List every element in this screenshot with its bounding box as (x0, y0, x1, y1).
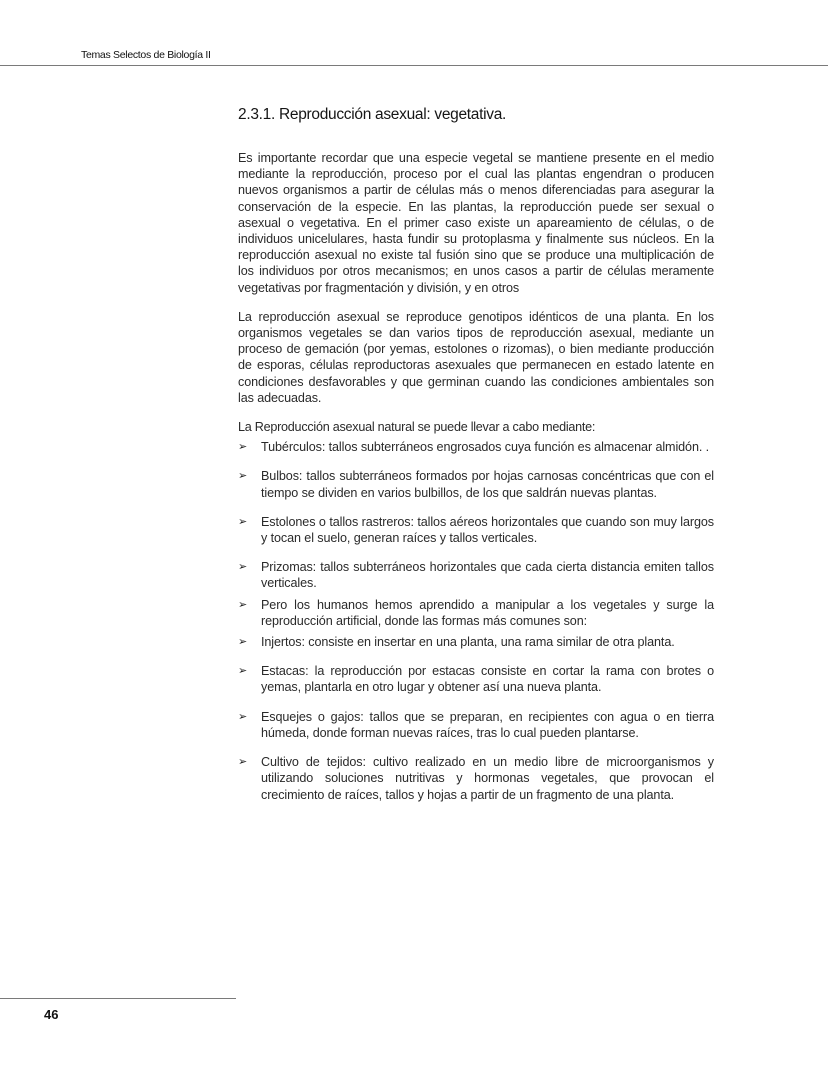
list-item-text: Prizomas: tallos subterráneos horizontales que cada cierta distancia emiten tallos verticales. (261, 560, 714, 591)
section-heading: 2.3.1. Reproducción asexual: vegetativa. (238, 106, 507, 123)
list-item-text: Cultivo de tejidos: cultivo realizado en un medio libre de microorganismos y utilizando soluciones nutritivas y hormonas vegetales, que provocan el crecimiento de raíces, tallos y hojas a partir de un fragmento de una planta. (261, 755, 714, 802)
arrow-bullet-icon: ➢ (238, 441, 248, 454)
list-item-text: Estacas: la reproducción por estacas consiste en cortar la rama con brotes o yemas, plantarla en otro lugar y obtener así una nueva planta. (261, 664, 714, 695)
list-item (238, 514, 714, 546)
body-paragraph: La reproducción asexual se reproduce genotipos idénticos de una planta. En los organismos vegetales se dan varios tipos de reproducción asexual, mediante un proceso de gemación (por yemas, estolones o rizomas), o bien mediante producción de esporas, células reproductoras asexuales que permanecen en estado latente en condiciones desfavorables y que germinan cuando las condiciones ambientales son las adecuadas. (238, 309, 714, 405)
page-content (238, 106, 714, 816)
running-header-title: Temas Selectos de Biología II (81, 49, 211, 61)
arrow-bullet-icon: ➢ (238, 515, 248, 528)
arrow-bullet-icon: ➢ (238, 756, 248, 769)
list-item-text: Estolones o tallos rastreros: tallos aéreos horizontales que cuando son muy largos y tocan el suelo, generan raíces y tallos verticales. (261, 514, 714, 546)
arrow-bullet-icon: ➢ (238, 598, 248, 611)
arrow-bullet-icon: ➢ (238, 665, 248, 678)
list-item-text: Esquejes o gajos: tallos que se preparan, en recipientes con agua o en tierra húmeda, donde forman nuevas raíces, tras lo cual pueden plantarse. (261, 709, 714, 740)
list-item (238, 559, 714, 591)
list-item-text: Tubérculos: tallos subterráneos engrosados cuya función es almacenar almidón. . (261, 440, 710, 455)
list-item (238, 634, 714, 650)
bullet-list (238, 439, 714, 802)
list-item (238, 597, 714, 629)
page-number: 46 (44, 1007, 59, 1022)
arrow-bullet-icon: ➢ (238, 561, 248, 574)
list-item (238, 709, 714, 741)
list-item-text: Pero los humanos hemos aprendido a manipular a los vegetales y surge la reproducción artificial, donde las formas más comunes son: (261, 597, 714, 628)
list-item (238, 663, 714, 695)
arrow-bullet-icon: ➢ (238, 710, 248, 723)
list-item (238, 468, 714, 500)
list-item (238, 439, 714, 455)
footer-divider (0, 998, 236, 999)
list-item (238, 754, 714, 803)
list-item-text: Bulbos: tallos subterráneos formados por hojas carnosas concéntricas que con el tiempo se dividen en varios bulbillos, de los que saldrán nuevas plantas. (261, 469, 714, 500)
header-divider (0, 65, 828, 66)
arrow-bullet-icon: ➢ (238, 470, 248, 483)
list-lead-in: La Reproducción asexual natural se puede llevar a cabo mediante: (238, 420, 596, 435)
body-paragraph: Es importante recordar que una especie vegetal se mantiene presente en el medio mediante la reproducción, proceso por el cual las plantas engendran o producen nuevos organismos a partir de células más o menos diferenciadas para asegurar la conservación de la especie. En las plantas, la reproducción puede ser sexual o asexual o vegetativa. En el primer caso existe un apareamiento de células, o de individuos unicelulares, hasta fundir su protoplasma y finalmente sus núcleos. En la reproducción asexual no existe tal fusión sino que se produce una multiplicación de los individuos por otros mecanismos; en unos casos a partir de células meramente vegetativas por fragmentación y división, y en otros (238, 151, 714, 295)
arrow-bullet-icon: ➢ (238, 636, 248, 649)
list-item-text: Injertos: consiste en insertar en una planta, una rama similar de otra planta. (261, 635, 675, 650)
